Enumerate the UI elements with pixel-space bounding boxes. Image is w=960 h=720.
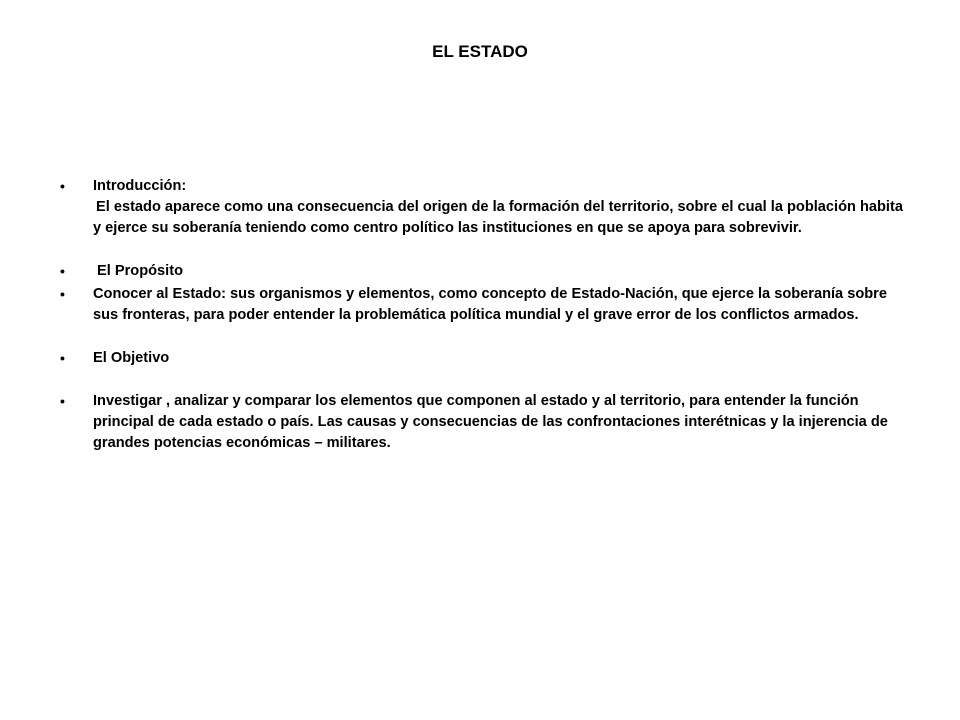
bullet-icon: • xyxy=(60,350,65,366)
bullet-icon: • xyxy=(60,393,65,409)
bullet-icon: • xyxy=(60,178,65,194)
objective-body: Investigar , analizar y comparar los elementos que componen al estado y al territorio, para entender la función principal de cada estado o país. Las causas y consecuencias de las confrontaciones interétnicas y la injerencia de grandes potencias económicas – militares. xyxy=(93,393,888,451)
bullet-icon: • xyxy=(60,263,65,279)
intro-heading: Introducción: xyxy=(93,178,187,194)
slide-title: EL ESTADO xyxy=(432,42,528,61)
spacer xyxy=(60,369,910,391)
bullet-intro-heading xyxy=(60,176,910,197)
bullet-purpose-body xyxy=(60,284,910,326)
bullet-objective-heading xyxy=(60,348,910,369)
purpose-heading: El Propósito xyxy=(93,263,183,279)
bullet-objective-body xyxy=(60,391,910,454)
purpose-body: Conocer al Estado: sus organismos y elementos, como concepto de Estado-Nación, que ejerce la soberanía sobre sus fronteras, para poder entender la problemática política mundial y el grave error de los conflictos armados. xyxy=(93,286,887,323)
intro-body: El estado aparece como una consecuencia del origen de la formación del territorio, sobre el cual la población habita y ejerce su soberanía teniendo como centro político las instituciones en que se apoya para sobrevivir. xyxy=(93,199,903,236)
spacer xyxy=(60,239,910,261)
bullet-purpose-heading xyxy=(60,261,910,282)
objective-heading: El Objetivo xyxy=(93,350,170,366)
spacer xyxy=(60,326,910,348)
bullet-icon: • xyxy=(60,286,65,302)
slide-content xyxy=(60,176,910,454)
